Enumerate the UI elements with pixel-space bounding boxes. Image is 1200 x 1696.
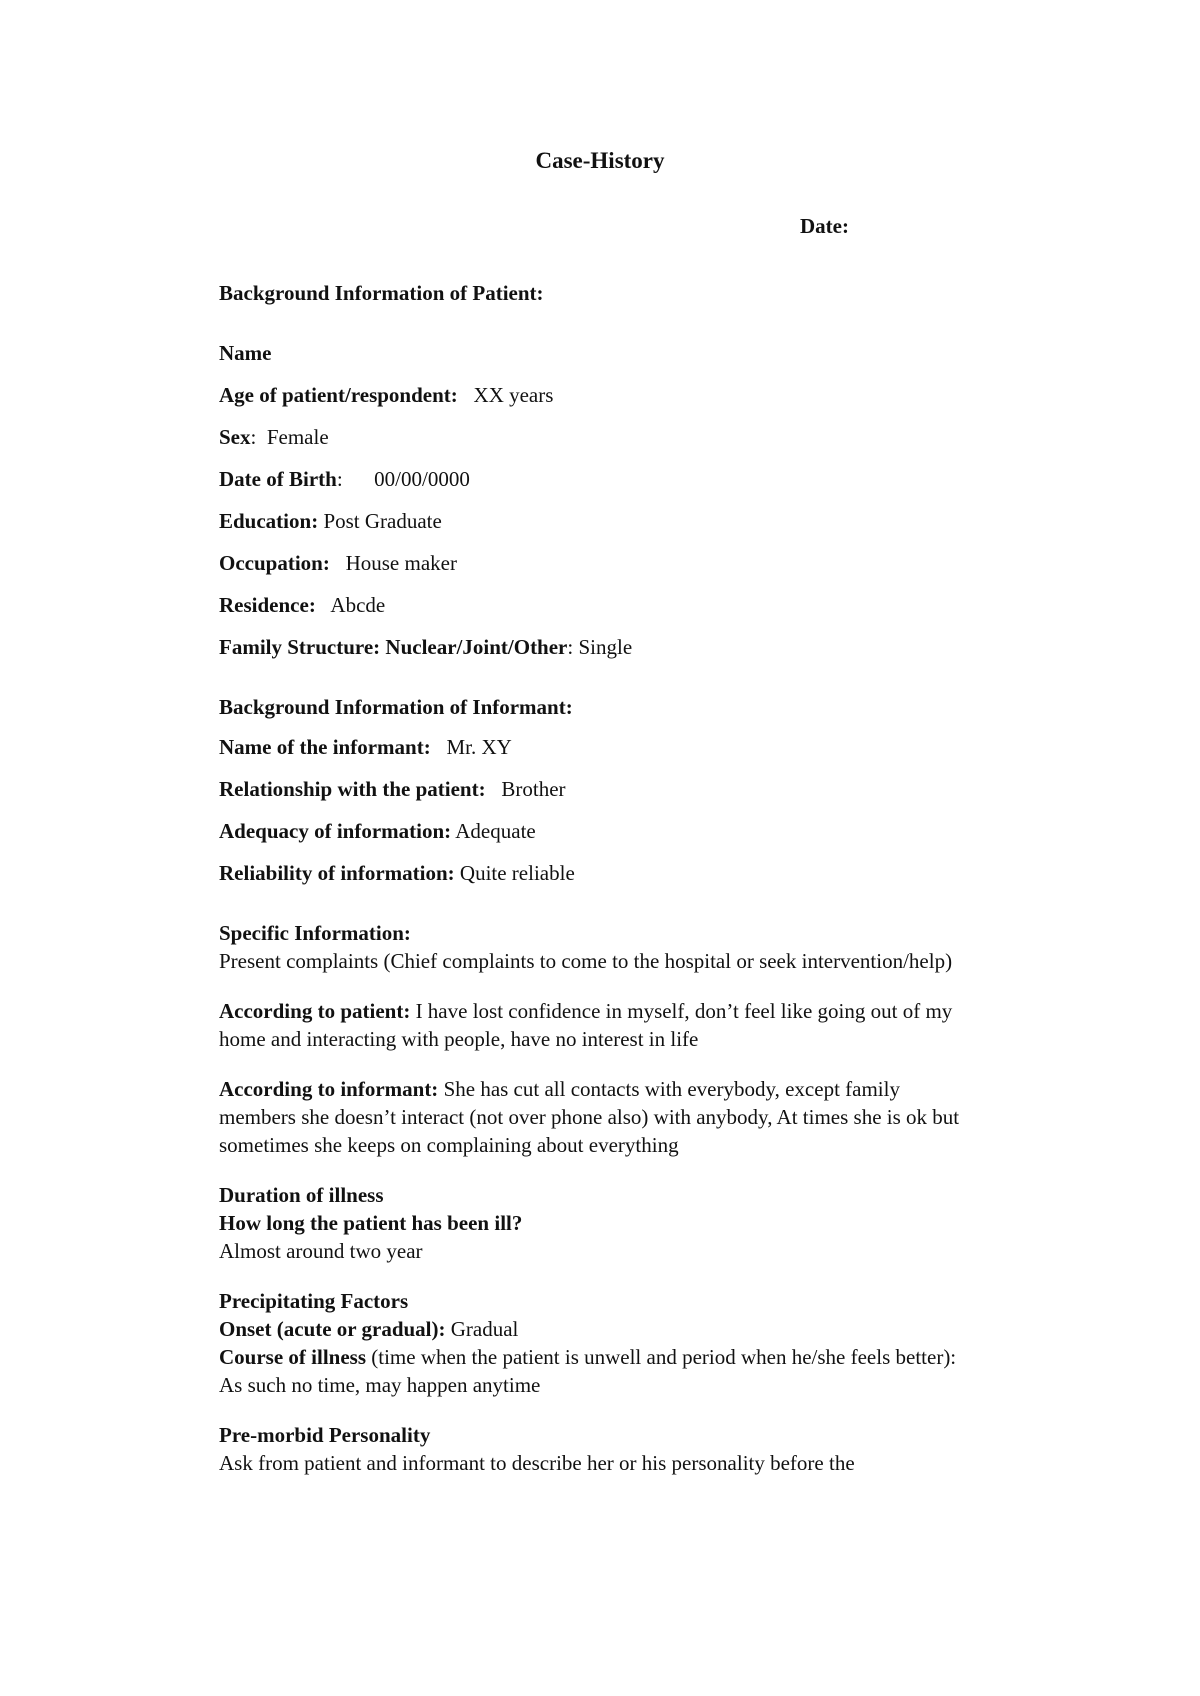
field-separator: :	[567, 635, 574, 659]
document-body	[219, 279, 979, 1477]
field-informant-name	[219, 733, 979, 761]
informant-complaint	[219, 1075, 979, 1159]
specific-section-heading: Specific Information:	[219, 921, 411, 945]
patient-complaint-label: According to patient:	[219, 999, 411, 1023]
field-label: Age of patient/respondent:	[219, 383, 458, 407]
patient-section-heading: Background Information of Patient:	[219, 281, 544, 305]
field-label: Residence:	[219, 593, 316, 617]
date-label: Date:	[800, 214, 849, 238]
field-value: 00/00/0000	[374, 467, 470, 491]
specific-intro: Present complaints (Chief complaints to come to the hospital or seek intervention/help)	[219, 949, 953, 973]
field-value: Post Graduate	[323, 509, 442, 533]
field-age	[219, 381, 979, 409]
field-family-structure	[219, 633, 979, 661]
onset-label: Onset (acute or gradual):	[219, 1317, 446, 1341]
patient-complaint-text: I have lost confidence in myself, don’t feel like going out of my home and interacting with people, have no interest in life	[219, 999, 953, 1051]
field-label: Date of Birth	[219, 467, 337, 491]
patient-complaint	[219, 997, 979, 1053]
duration-question: How long the patient has been ill?	[219, 1211, 523, 1235]
course-row	[219, 1343, 979, 1399]
field-adequacy	[219, 817, 979, 845]
field-occupation	[219, 549, 979, 577]
informant-section-heading: Background Information of Informant:	[219, 695, 573, 719]
field-value: Quite reliable	[459, 861, 575, 885]
field-label: Family Structure: Nuclear/Joint/Other	[219, 635, 568, 659]
field-value: Adequate	[455, 819, 536, 843]
course-value: As such no time, may happen anytime	[219, 1373, 541, 1397]
field-separator: :	[336, 467, 343, 491]
field-value: Abcde	[330, 593, 386, 617]
course-label: Course of illness	[219, 1345, 366, 1369]
informant-complaint-text: She has cut all contacts with everybody, except family members she doesn’t interact (not over phone also) with anybody, At times she is ok but sometimes she keeps on complaining about everything	[219, 1077, 960, 1157]
premorbid-text: Ask from patient and informant to describe her or his personality before the	[219, 1451, 855, 1475]
course-text: (time when the patient is unwell and period when he/she feels better):	[371, 1345, 957, 1369]
field-value: House maker	[345, 551, 457, 575]
informant-complaint-label: According to informant:	[219, 1077, 439, 1101]
field-label: Relationship with the patient:	[219, 777, 486, 801]
field-value: XX years	[473, 383, 554, 407]
field-value: Mr. XY	[446, 735, 512, 759]
field-value: Single	[578, 635, 633, 659]
field-label: Sex	[219, 425, 251, 449]
field-sex	[219, 423, 979, 451]
field-label: Reliability of information:	[219, 861, 455, 885]
duration-answer: Almost around two year	[219, 1239, 423, 1263]
precipitating-heading: Precipitating Factors	[219, 1289, 409, 1313]
premorbid-heading: Pre-morbid Personality	[219, 1423, 431, 1447]
patient-name-label: Name	[219, 341, 272, 365]
field-label: Education:	[219, 509, 319, 533]
field-label: Name of the informant:	[219, 735, 431, 759]
field-label: Occupation:	[219, 551, 330, 575]
field-value: Brother	[501, 777, 566, 801]
onset-row	[219, 1315, 979, 1343]
field-residence	[219, 591, 979, 619]
field-value: Female	[266, 425, 329, 449]
field-separator: :	[250, 425, 257, 449]
field-education	[219, 507, 979, 535]
field-relationship	[219, 775, 979, 803]
onset-value: Gradual	[450, 1317, 519, 1341]
field-label: Adequacy of information:	[219, 819, 452, 843]
field-reliability	[219, 859, 979, 887]
duration-heading: Duration of illness	[219, 1183, 384, 1207]
document-title: Case-History	[535, 148, 665, 173]
field-date-of-birth	[219, 465, 979, 493]
